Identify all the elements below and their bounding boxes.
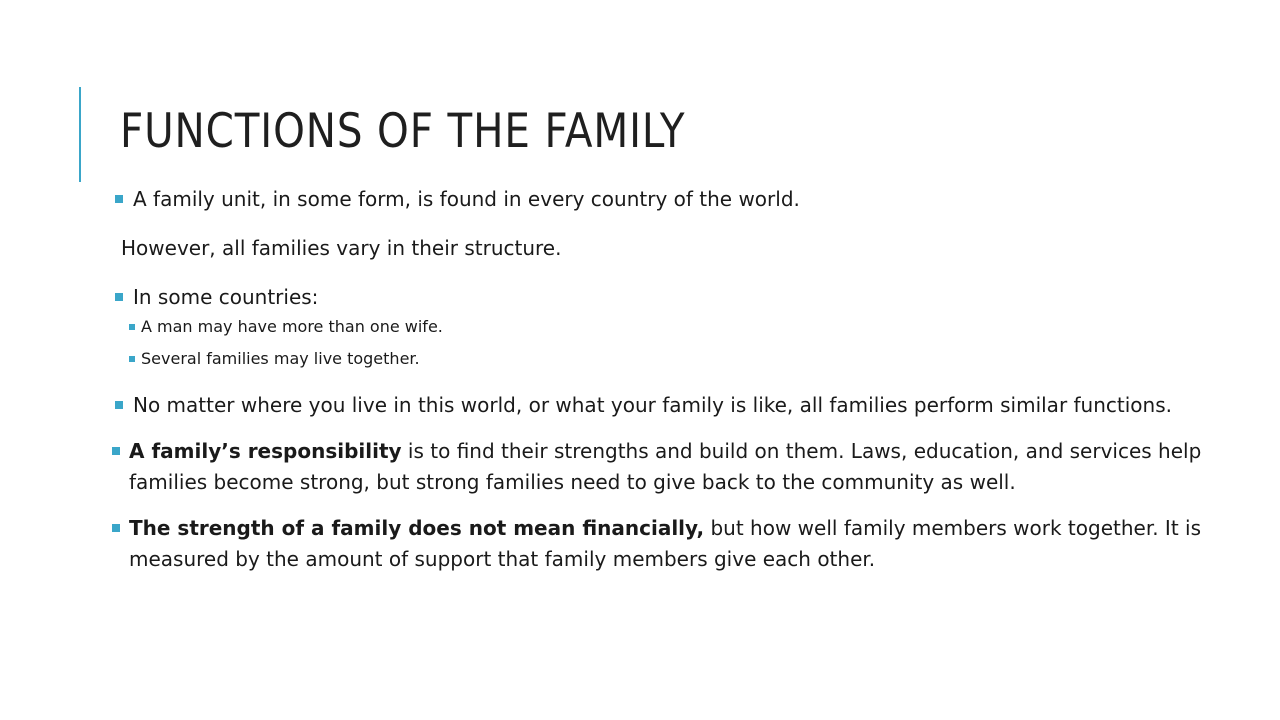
square-bullet-icon <box>129 324 135 330</box>
square-bullet-icon <box>129 356 135 362</box>
title-accent-bar <box>79 87 81 182</box>
square-bullet-icon <box>115 195 123 203</box>
paragraph-text: In some countries: <box>133 285 319 309</box>
sub-bullet <box>111 315 1241 339</box>
paragraph-text: is to find their strengths and build on them. Laws, education, and services help families become strong, but strong families need to give back to the community as well. <box>129 439 1202 494</box>
bullet-paragraph <box>111 436 1241 498</box>
sub-bullet-text: A man may have more than one wife. <box>141 317 443 336</box>
paragraph-text: However, all families vary in their structure. <box>121 236 562 260</box>
sub-bullet <box>111 347 1241 371</box>
paragraph-text: A family unit, in some form, is found in every country of the world. <box>133 187 800 211</box>
plain-paragraph <box>111 233 1241 264</box>
slide-title: FUNCTIONS OF THE FAMILY <box>120 104 686 159</box>
square-bullet-icon <box>115 293 123 301</box>
bullet-paragraph <box>111 184 1241 215</box>
bullet-paragraph <box>111 513 1241 575</box>
square-bullet-icon <box>112 524 120 532</box>
square-bullet-icon <box>112 447 120 455</box>
slide-content <box>111 184 1241 575</box>
bullet-paragraph <box>111 390 1241 421</box>
emphasis-text: The strength of a family does not mean financially, <box>129 516 705 540</box>
emphasis-text: A family’s responsibility <box>129 439 402 463</box>
bullet-paragraph <box>111 282 1241 313</box>
paragraph-text: No matter where you live in this world, or what your family is like, all families perform similar functions. <box>133 393 1172 417</box>
paragraph-text: but how well family members work together. It is measured by the amount of support that family members give each other. <box>129 516 1201 571</box>
sub-bullet-text: Several families may live together. <box>141 349 420 368</box>
square-bullet-icon <box>115 401 123 409</box>
